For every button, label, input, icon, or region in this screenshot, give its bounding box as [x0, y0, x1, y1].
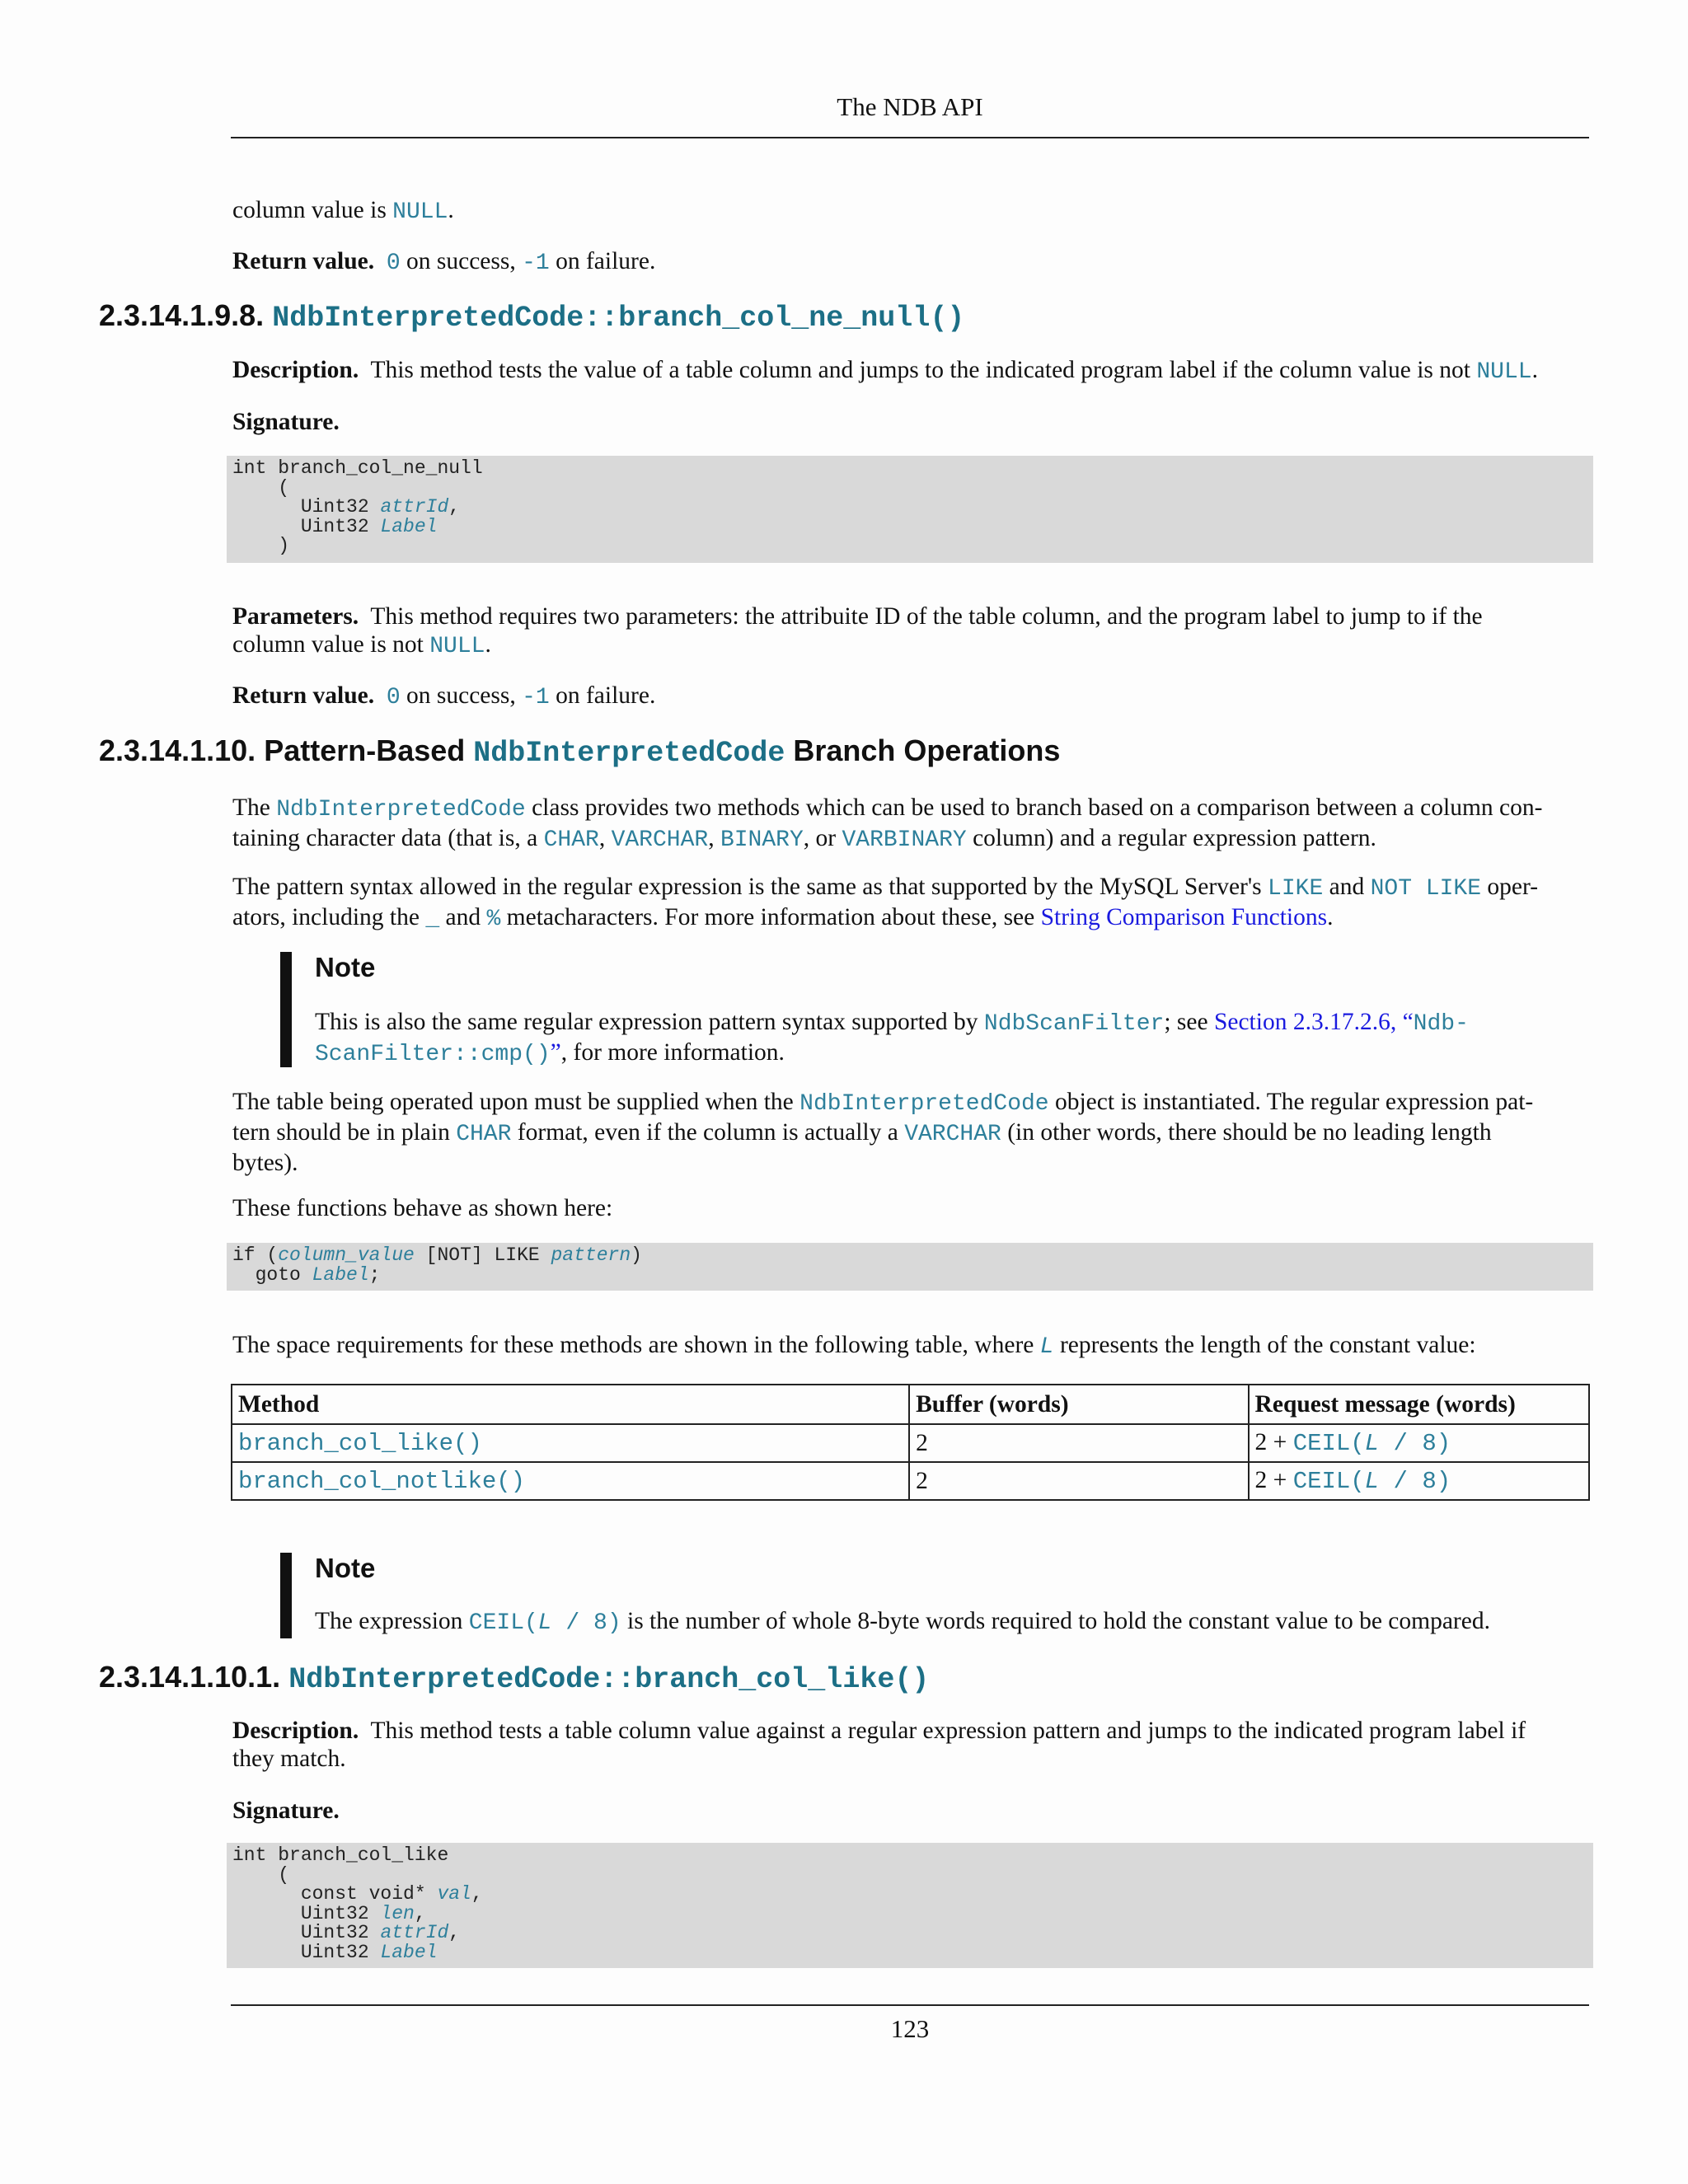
code-variable: Label [312, 1263, 369, 1286]
code-line: int branch_col_ne_null [232, 457, 483, 479]
text: and [439, 904, 487, 930]
link-code: ScanFilter::cmp() [315, 1042, 551, 1067]
code-punct: , [448, 1922, 461, 1944]
text: column) and a regular expression pattern. [966, 825, 1376, 851]
note-title: Note [315, 952, 376, 982]
table-cell-buffer: 2 [909, 1462, 1248, 1500]
text: they match. [232, 1746, 346, 1772]
text: (in other words, there should be no leading length [1001, 1119, 1492, 1146]
table-cell-method [232, 1462, 909, 1500]
code-variable: column_value [278, 1244, 415, 1266]
code-line: ) [232, 535, 290, 557]
text: 2 + [1254, 1429, 1293, 1455]
text: . [448, 197, 454, 223]
code-variable: len [380, 1902, 415, 1924]
code-type: VARCHAR [611, 827, 709, 853]
code-line: if ( [232, 1244, 279, 1266]
text: column value is not [232, 631, 430, 658]
code-metachar: % [486, 907, 501, 932]
code-variable: L [1039, 1334, 1054, 1360]
method-name: branch_col_notlike() [238, 1468, 526, 1495]
note-bar [280, 1553, 292, 1638]
code-line: goto [232, 1263, 312, 1286]
code-block-behaviour [227, 1243, 1593, 1291]
code-null: NULL [429, 634, 485, 659]
text: 2 + [1254, 1467, 1293, 1493]
text: This method requires two parameters: the attribuite ID of the table column, and the program label to jump to if the [370, 603, 1483, 630]
table-cell-request [1249, 1462, 1589, 1500]
code-variable: Label [380, 1941, 438, 1963]
text: The space requirements for these methods are shown in the following table, where [232, 1332, 1040, 1358]
table-cell-buffer: 2 [909, 1424, 1248, 1462]
table-row [232, 1462, 1589, 1500]
code-variable: L [537, 1610, 552, 1636]
code-zero: 0 [386, 251, 401, 276]
section-number: 2.3.14.1.10. [99, 733, 256, 767]
description-10-1 [232, 1717, 1584, 1773]
parameters-9-8 [232, 602, 1584, 661]
footer-rule [231, 2004, 1589, 2006]
text: The [232, 794, 277, 821]
paragraph-space-requirements [232, 1331, 1584, 1361]
space-requirements-table [231, 1384, 1590, 1501]
code-fn: / 8) [551, 1610, 621, 1636]
code-zero: 0 [386, 685, 401, 710]
text: metacharacters. For more information about these, see [500, 904, 1041, 930]
text: object is instantiated. The regular expression pat- [1048, 1089, 1534, 1115]
section-title-code: NdbInterpretedCode::branch_col_ne_null() [272, 302, 965, 335]
code-block-signature-10-1 [227, 1843, 1593, 1968]
code-punct: , [448, 496, 461, 518]
code-type: CHAR [543, 827, 599, 853]
text: on failure. [549, 248, 656, 274]
text: The table being operated upon must be supplied when the [232, 1089, 800, 1115]
code-null: NULL [1476, 359, 1532, 385]
code-variable: attrId [380, 496, 449, 518]
code-keyword: LIKE [1268, 876, 1324, 902]
note-box-2 [280, 1553, 1566, 1638]
code-variable: attrId [380, 1922, 449, 1944]
code-class: NdbScanFilter [983, 1011, 1165, 1037]
description-label: Description. [232, 1718, 359, 1744]
code-fn: / 8) [1379, 1430, 1451, 1457]
section-number: 2.3.14.1.9.8. [99, 298, 265, 332]
code-line: ( [232, 1863, 290, 1886]
text: , for more information. [560, 1039, 785, 1066]
text: represents the length of the constant value: [1053, 1332, 1476, 1358]
text: bytes). [232, 1150, 298, 1176]
text: The expression [315, 1608, 469, 1634]
signature-label: Signature. [232, 1797, 340, 1824]
link-code: Ndb- [1413, 1011, 1469, 1037]
code-type: BINARY [720, 827, 804, 853]
code-fn: / 8) [1379, 1468, 1451, 1495]
code-neg-one: -1 [522, 685, 550, 710]
table-header-cell: Method [232, 1385, 909, 1424]
table-cell-request [1249, 1424, 1589, 1462]
code-variable: pattern [551, 1244, 631, 1266]
code-line: Uint32 [232, 1941, 381, 1963]
text: on success, [400, 248, 523, 274]
text: , [708, 825, 720, 851]
note-body [315, 1607, 1490, 1638]
parameters-label: Parameters. [232, 603, 359, 630]
text: , [598, 825, 612, 851]
code-line: const void* [232, 1883, 438, 1905]
table-row [232, 1424, 1589, 1462]
code-line: Uint32 [232, 1922, 381, 1944]
code-variable: Label [380, 515, 438, 537]
paragraph-intro-10 [232, 794, 1584, 855]
text: is the number of whole 8-byte words required to hold the constant value to be compared. [621, 1608, 1490, 1634]
section-title: Pattern-Based [264, 733, 474, 767]
header-rule [231, 137, 1589, 138]
text: ; see [1164, 1009, 1214, 1035]
code-type: VARBINARY [842, 827, 967, 853]
link-text: Section 2.3.17.2.6, “ [1213, 1009, 1414, 1035]
text: oper- [1481, 874, 1539, 900]
code-line: Uint32 [232, 496, 381, 518]
section-heading-9-8 [99, 298, 964, 335]
code-punct: ; [368, 1263, 381, 1286]
text: . [485, 631, 491, 658]
code-fn: CEIL( [1292, 1468, 1365, 1495]
code-line: Uint32 [232, 1902, 381, 1924]
text: taining character data (that is, a [232, 825, 544, 851]
link-text: ” [550, 1039, 561, 1066]
code-fn: CEIL( [468, 1610, 538, 1636]
text: This method tests the value of a table column and jumps to the indicated program label if the column value is not [370, 357, 1477, 383]
paragraph-table-instantiation [232, 1088, 1584, 1177]
text: , or [803, 825, 842, 851]
code-null: NULL [392, 199, 448, 225]
string-comparison-functions-link[interactable]: String Comparison Functions [1040, 904, 1328, 930]
code-metachar: _ [425, 907, 440, 932]
code-line: ( [232, 476, 290, 499]
section-2-3-17-2-6-link[interactable] [1214, 1009, 1469, 1035]
table-header-cell: Request message (words) [1249, 1385, 1589, 1424]
code-variable: L [1364, 1468, 1380, 1495]
table-cell-method [232, 1424, 909, 1462]
code-block-signature-9-8 [227, 456, 1593, 563]
code-punct: , [471, 1883, 483, 1905]
return-label: Return value. [232, 248, 375, 274]
code-line: int branch_col_like [232, 1844, 449, 1866]
code-punct: , [414, 1902, 426, 1924]
section-number: 2.3.14.1.10.1. [99, 1660, 281, 1694]
description-label: Description. [232, 357, 359, 383]
return-value-9-8 [232, 682, 1584, 712]
intro-return-value [232, 247, 1584, 278]
text: ators, including the [232, 904, 426, 930]
code-variable: val [437, 1883, 471, 1905]
return-label: Return value. [232, 682, 375, 709]
code-line: Uint32 [232, 515, 381, 537]
text: class provides two methods which can be used to branch based on a comparison between a column con- [525, 794, 1543, 821]
note-title: Note [315, 1553, 376, 1583]
signature-label: Signature. [232, 409, 340, 435]
section-2-3-17-2-6-link-cont[interactable] [315, 1039, 561, 1066]
code-keyword: NOT LIKE [1370, 876, 1482, 902]
section-heading-10-1 [99, 1660, 929, 1696]
section-title: Branch Operations [785, 733, 1061, 767]
section-title-code: NdbInterpretedCode [473, 737, 785, 770]
text: on failure. [549, 682, 656, 709]
intro-continuation [232, 196, 1584, 227]
code-variable: L [1364, 1430, 1380, 1457]
section-heading-10 [99, 733, 1060, 770]
text: format, even if the column is actually a [511, 1119, 905, 1146]
description-9-8 [232, 356, 1584, 387]
text: on success, [400, 682, 523, 709]
text: . [1327, 904, 1334, 930]
code-punct: ) [631, 1244, 642, 1266]
text: This method tests a table column value against a regular expression pattern and jumps to the indicated program label if [370, 1718, 1526, 1744]
code-class: NdbInterpretedCode [276, 797, 526, 823]
table-header-cell: Buffer (words) [909, 1385, 1248, 1424]
text: tern should be in plain [232, 1119, 457, 1146]
code-line: [NOT] LIKE [414, 1244, 551, 1266]
code-fn: CEIL( [1292, 1430, 1365, 1457]
text: The pattern syntax allowed in the regular expression is the same as that supported by the MySQL Server's [232, 874, 1268, 900]
method-name: branch_col_like() [238, 1430, 482, 1457]
code-class: NdbInterpretedCode [799, 1091, 1049, 1117]
note-bar [280, 952, 292, 1067]
text: column value is [232, 197, 393, 223]
note-box-1 [280, 952, 1566, 1067]
note-body [315, 1008, 1469, 1069]
paragraph-behave: These functions behave as shown here: [232, 1195, 613, 1221]
text: This is also the same regular expression pattern syntax supported by [315, 1009, 984, 1035]
paragraph-pattern-syntax [232, 873, 1584, 934]
code-neg-one: -1 [522, 251, 550, 276]
code-type: CHAR [456, 1122, 512, 1147]
section-title-code: NdbInterpretedCode::branch_col_like() [288, 1663, 930, 1696]
table-header-row [232, 1385, 1589, 1424]
text: . [1531, 357, 1538, 383]
running-header: The NDB API [837, 92, 983, 121]
page-number: 123 [890, 2014, 930, 2043]
code-type: VARCHAR [904, 1122, 1001, 1147]
text: and [1323, 874, 1371, 900]
